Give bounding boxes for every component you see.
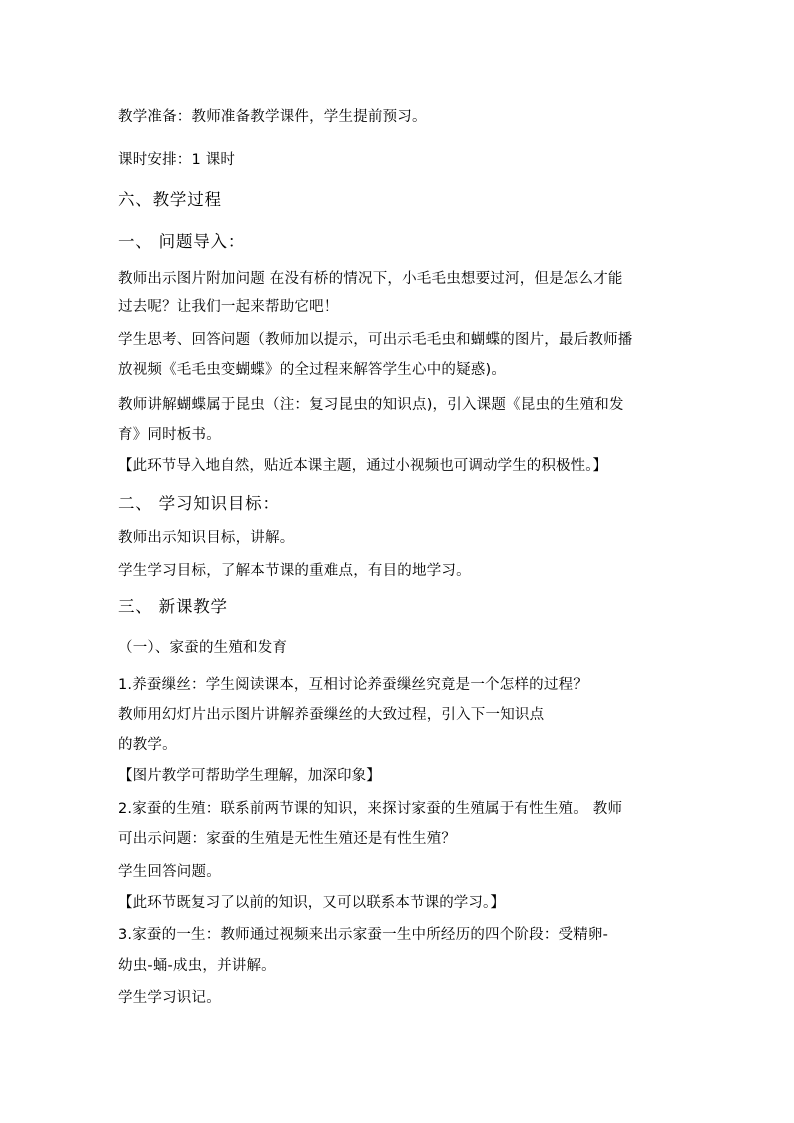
paragraph-line: 教师用幻灯片出示图片讲解养蚕缫丝的大致过程，引入下一知识点 xyxy=(118,707,545,723)
commentary-note: 【此环节既复习了以前的知识，又可以联系本节课的学习。】 xyxy=(118,895,505,911)
paragraph-line: 学生思考、回答问题（教师加以提示，可出示毛毛虫和蝴蝶的图片，最后教师播 xyxy=(118,332,633,348)
subheading-new-lesson: 三、 新课教学 xyxy=(118,597,228,616)
class-schedule: 课时安排：1 课时 xyxy=(118,152,236,168)
subheading-silkworm: （一）、家蚕的生殖和发育 xyxy=(118,640,288,656)
paragraph-line: 教师讲解蝴蝶属于昆虫（注：复习昆虫的知识点)，引入课题《昆虫的生殖和发 xyxy=(118,397,624,413)
commentary-note: 【图片教学可帮助学生理解，加深印象】 xyxy=(118,768,381,784)
subheading-goals: 二、 学习知识目标： xyxy=(118,494,280,513)
list-item-continued: 幼虫-蛹-成虫，并讲解。 xyxy=(118,958,276,974)
paragraph-line: 过去呢？让我们一起来帮助它吧！ xyxy=(118,299,339,315)
paragraph-line: 学生回答问题。 xyxy=(118,864,221,880)
paragraph-line: 学生学习目标，了解本节课的重难点，有目的地学习。 xyxy=(118,563,471,579)
list-item: 2.家蚕的生殖：联系前两节课的知识，来探讨家蚕的生殖属于有性生殖。 教师 xyxy=(118,801,623,817)
commentary-note: 【此环节导入地自然，贴近本课主题，通过小视频也可调动学生的积极性。】 xyxy=(118,458,608,474)
list-item: 1.养蚕缫丝：学生阅读课本，互相讨论养蚕缫丝究竟是一个怎样的过程？ xyxy=(118,677,588,693)
list-item: 3.家蚕的一生：教师通过视频来出示家蚕一生中所经历的四个阶段：受精卵- xyxy=(118,927,609,943)
paragraph-line: 的教学。 xyxy=(118,737,177,753)
teaching-preparation: 教学准备：教师准备教学课件，学生提前预习。 xyxy=(118,109,427,125)
paragraph-line: 教师出示知识目标，讲解。 xyxy=(118,530,295,546)
section-heading-process: 六、教学过程 xyxy=(118,190,222,209)
list-item-continued: 可出示问题：家蚕的生殖是无性生殖还是有性生殖？ xyxy=(118,831,457,847)
paragraph-line: 教师出示图片附加问题 在没有桥的情况下，小毛毛虫想要过河，但是怎么才能 xyxy=(118,271,623,287)
paragraph-line: 学生学习识记。 xyxy=(118,990,221,1006)
paragraph-line: 育》同时板书。 xyxy=(118,427,221,443)
paragraph-line: 放视频《毛毛虫变蝴蝶》的全过程来解答学生心中的疑惑)。 xyxy=(118,362,507,378)
subheading-intro: 一、 问题导入： xyxy=(118,232,246,251)
